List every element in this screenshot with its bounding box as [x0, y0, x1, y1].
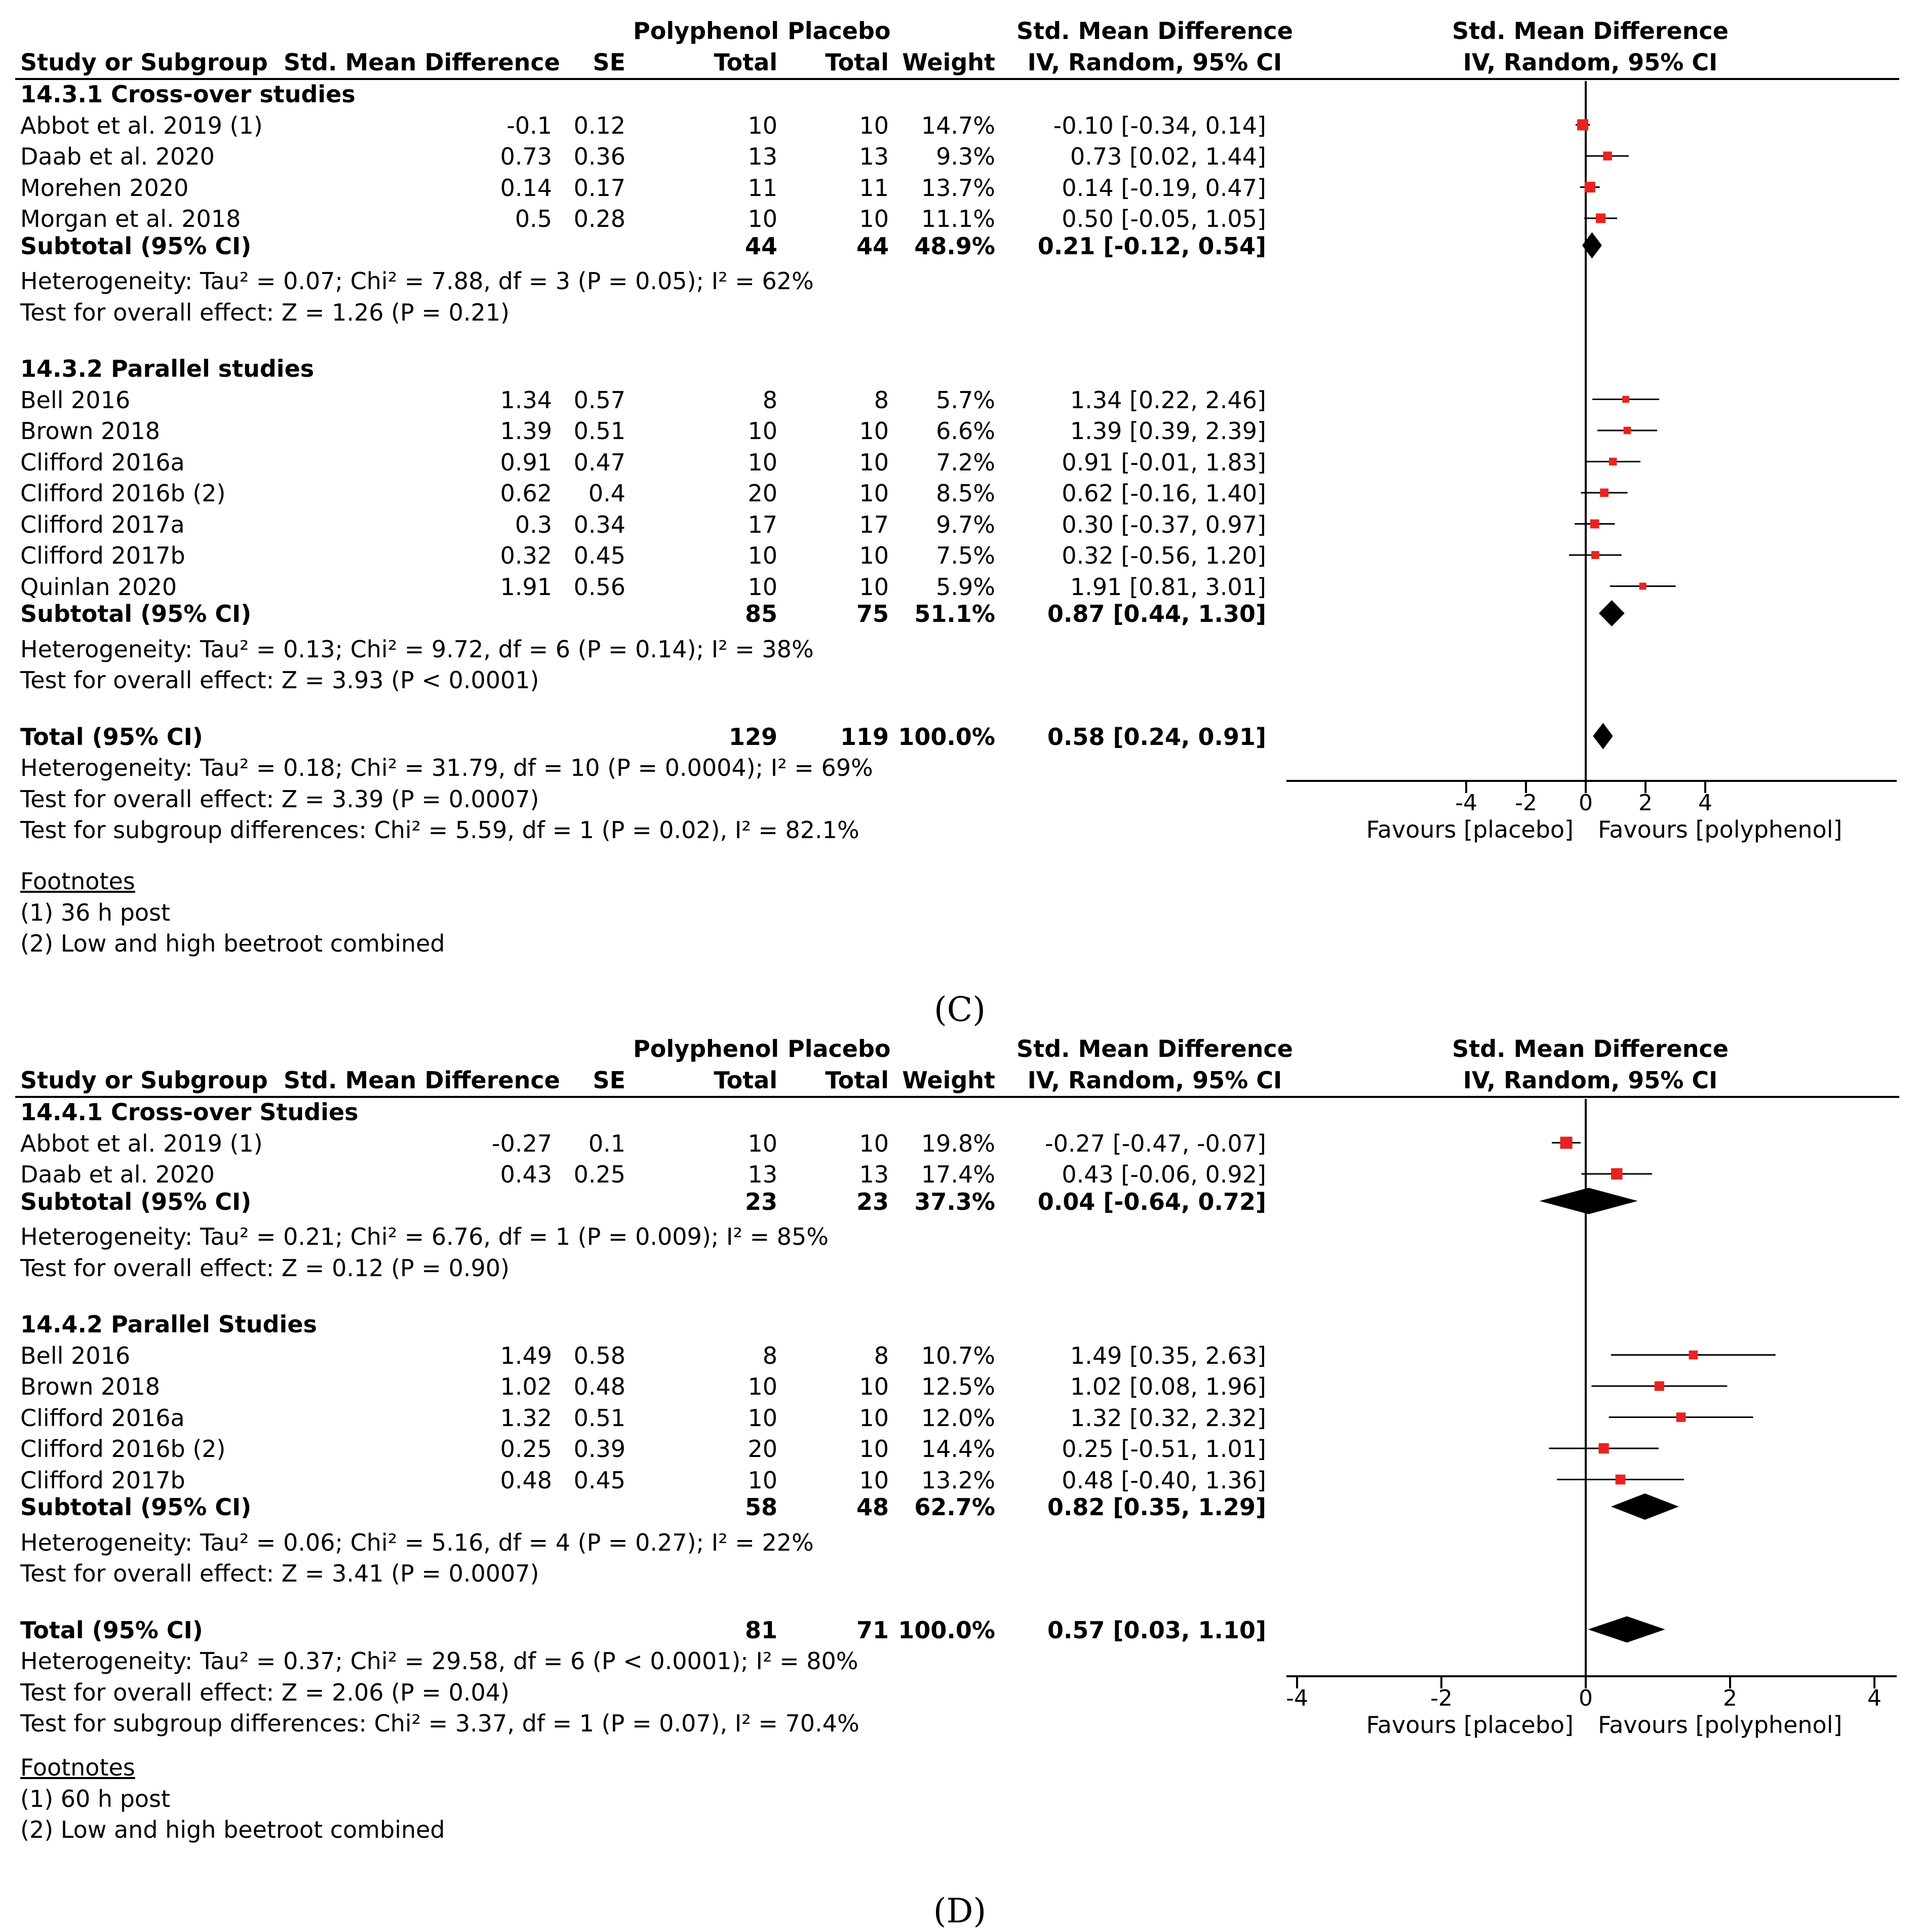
study-point	[1600, 489, 1609, 497]
pooled-diamond	[1588, 1616, 1665, 1643]
study-point	[1639, 583, 1647, 590]
subtotal-weight: 48.9%	[914, 232, 995, 260]
heterogeneity-text: Heterogeneity: Tau² = 0.13; Chi² = 9.72, df = 6 (P = 0.14); I² = 38%	[20, 635, 814, 663]
favours-left-label: Favours [placebo]	[1366, 816, 1574, 843]
study-weight: 13.7%	[921, 174, 995, 202]
study-weight: 14.7%	[921, 111, 995, 139]
subgroup-differences-text: Test for subgroup differences: Chi² = 5.59, df = 1 (P = 0.02), I² = 82.1%	[20, 816, 859, 844]
study-ci: 1.34 [0.22, 2.46]	[1070, 386, 1266, 414]
study-total-polyphenol: 8	[762, 386, 777, 414]
study-total-placebo: 13	[859, 143, 889, 170]
study-se: 0.4	[588, 480, 625, 507]
study-point	[1585, 182, 1595, 192]
study-total-placebo: 11	[859, 174, 889, 202]
header-ci-bottom: IV, Random, 95% CI	[1027, 49, 1282, 76]
pooled-diamond	[1611, 1493, 1679, 1520]
study-smd: 0.5	[515, 205, 552, 232]
study-se: 0.36	[573, 143, 625, 170]
subtotal-total-placebo: 75	[856, 600, 889, 627]
study-smd: 0.25	[500, 1435, 552, 1463]
study-point	[1577, 120, 1588, 131]
study-se: 0.51	[573, 417, 625, 445]
pooled-diamond	[1599, 600, 1625, 626]
favours-right-label: Favours [polyphenol]	[1598, 1711, 1843, 1739]
total-weight: 100.0%	[898, 723, 995, 751]
forest-plot-panel-d	[0, 1018, 1920, 1932]
study-total-placebo: 10	[859, 205, 889, 232]
study-total-placebo: 8	[874, 386, 889, 414]
study-ci: 1.32 [0.32, 2.32]	[1070, 1404, 1266, 1432]
study-ci: 0.73 [0.02, 1.44]	[1070, 143, 1266, 170]
total-overall-effect-text: Test for overall effect: Z = 2.06 (P = 0.04)	[20, 1678, 510, 1706]
study-total-polyphenol: 10	[748, 205, 777, 232]
header-plot-top: Std. Mean Difference	[1452, 1035, 1729, 1062]
study-se: 0.56	[573, 573, 625, 601]
header-ci-bottom: IV, Random, 95% CI	[1027, 1067, 1282, 1094]
subtotal-weight: 37.3%	[914, 1188, 995, 1215]
subgroup-title: 14.3.1 Cross-over studies	[20, 81, 356, 108]
x-tick-label: 0	[1579, 1685, 1593, 1711]
study-total-polyphenol: 10	[748, 111, 777, 139]
study-smd: 1.02	[500, 1373, 552, 1400]
subtotal-label: Subtotal (95% CI)	[20, 600, 252, 627]
study-se: 0.47	[573, 448, 625, 476]
overall-effect-text: Test for overall effect: Z = 1.26 (P = 0.21)	[20, 298, 510, 326]
subtotal-ci: 0.04 [-0.64, 0.72]	[1037, 1188, 1266, 1215]
study-point	[1624, 427, 1631, 435]
study-point	[1622, 396, 1629, 403]
header-se: SE	[593, 1067, 625, 1094]
study-smd: 0.3	[515, 510, 552, 538]
study-weight: 6.6%	[936, 417, 995, 445]
header-group2: Placebo	[788, 1035, 891, 1062]
subgroup-title: 14.3.2 Parallel studies	[20, 355, 315, 382]
subtotal-total-placebo: 44	[856, 232, 889, 260]
x-tick-label: 4	[1698, 790, 1712, 816]
study-smd: 0.62	[500, 480, 552, 507]
study-name: Quinlan 2020	[20, 573, 177, 601]
study-total-placebo: 10	[859, 448, 889, 476]
study-total-placebo: 13	[859, 1161, 889, 1188]
study-weight: 8.5%	[936, 480, 995, 507]
total-polyphenol: 129	[728, 723, 777, 751]
footnote-1: (1) 60 h post	[20, 1785, 171, 1812]
subtotal-ci: 0.87 [0.44, 1.30]	[1047, 600, 1266, 627]
study-smd: -0.27	[491, 1129, 552, 1157]
panel-label: (C)	[934, 990, 986, 1029]
study-name: Clifford 2016b (2)	[20, 1435, 226, 1463]
study-weight: 19.8%	[921, 1129, 995, 1157]
subtotal-weight: 51.1%	[914, 600, 995, 627]
study-total-placebo: 17	[859, 510, 889, 538]
study-name: Daab et al. 2020	[20, 1161, 215, 1188]
header-group1: Polyphenol	[633, 1035, 779, 1062]
study-weight: 5.7%	[936, 386, 995, 414]
study-point	[1560, 1137, 1573, 1149]
study-se: 0.17	[573, 174, 625, 202]
header-ci-top: Std. Mean Difference	[1016, 1035, 1293, 1062]
overall-effect-text: Test for overall effect: Z = 0.12 (P = 0.90)	[20, 1254, 510, 1282]
study-total-polyphenol: 10	[748, 1404, 777, 1432]
study-name: Clifford 2016a	[20, 1404, 185, 1432]
study-total-polyphenol: 20	[748, 1435, 777, 1463]
subtotal-total-polyphenol: 85	[745, 600, 777, 627]
study-name: Abbot et al. 2019 (1)	[20, 1129, 263, 1157]
x-tick-label: -2	[1430, 1685, 1453, 1711]
x-tick-label: -4	[1286, 1685, 1308, 1711]
study-se: 0.1	[588, 1129, 625, 1157]
study-smd: 0.91	[500, 448, 552, 476]
x-tick-label: 4	[1867, 1685, 1882, 1711]
study-weight: 17.4%	[921, 1161, 995, 1188]
footnote-1: (1) 36 h post	[20, 899, 171, 926]
header-group1: Polyphenol	[633, 17, 779, 45]
subgroup-title: 14.4.1 Cross-over Studies	[20, 1098, 359, 1126]
heterogeneity-text: Heterogeneity: Tau² = 0.07; Chi² = 7.88, df = 3 (P = 0.05); I² = 62%	[20, 267, 814, 295]
study-name: Clifford 2016a	[20, 448, 185, 476]
study-smd: 0.48	[500, 1466, 552, 1494]
study-total-polyphenol: 10	[748, 417, 777, 445]
x-tick-label: 2	[1723, 1685, 1737, 1711]
total-heterogeneity-text: Heterogeneity: Tau² = 0.37; Chi² = 29.58, df = 6 (P < 0.0001); I² = 80%	[20, 1647, 858, 1675]
study-ci: 1.02 [0.08, 1.96]	[1070, 1373, 1266, 1400]
study-total-placebo: 10	[859, 480, 889, 507]
study-smd: 0.73	[500, 143, 552, 170]
study-se: 0.45	[573, 1466, 625, 1494]
study-weight: 12.0%	[921, 1404, 995, 1432]
study-total-polyphenol: 10	[748, 573, 777, 601]
header-plot-bottom: IV, Random, 95% CI	[1463, 49, 1718, 76]
study-ci: -0.27 [-0.47, -0.07]	[1045, 1129, 1266, 1157]
subgroup-title: 14.4.2 Parallel Studies	[20, 1311, 317, 1338]
subtotal-total-placebo: 48	[856, 1493, 889, 1521]
header-plot-top: Std. Mean Difference	[1452, 17, 1729, 45]
study-se: 0.51	[573, 1404, 625, 1432]
header-total-1: Total	[714, 49, 777, 76]
study-total-polyphenol: 10	[748, 448, 777, 476]
study-total-placebo: 10	[859, 1435, 889, 1463]
x-tick-label: -4	[1455, 790, 1477, 816]
study-se: 0.25	[573, 1161, 625, 1188]
study-point	[1598, 1443, 1609, 1453]
study-ci: 0.48 [-0.40, 1.36]	[1062, 1466, 1266, 1494]
study-smd: 1.32	[500, 1404, 552, 1432]
subtotal-ci: 0.82 [0.35, 1.29]	[1047, 1493, 1266, 1521]
study-ci: 0.50 [-0.05, 1.05]	[1062, 205, 1266, 232]
study-se: 0.58	[573, 1342, 625, 1369]
study-smd: 1.91	[500, 573, 552, 601]
study-total-placebo: 10	[859, 542, 889, 569]
header-study: Study or Subgroup	[20, 49, 268, 76]
total-ci: 0.58 [0.24, 0.91]	[1047, 723, 1266, 751]
header-weight: Weight	[902, 49, 995, 76]
total-ci: 0.57 [0.03, 1.10]	[1047, 1616, 1266, 1644]
header-study: Study or Subgroup	[20, 1067, 268, 1094]
study-ci: 0.91 [-0.01, 1.83]	[1062, 448, 1266, 476]
overall-effect-text: Test for overall effect: Z = 3.93 (P < 0.0001)	[20, 666, 539, 694]
footnotes-title: Footnotes	[20, 1754, 135, 1781]
total-weight: 100.0%	[898, 1616, 995, 1644]
study-weight: 12.5%	[921, 1373, 995, 1400]
subtotal-label: Subtotal (95% CI)	[20, 1188, 252, 1215]
study-name: Brown 2018	[20, 417, 161, 445]
subtotal-total-placebo: 23	[856, 1188, 889, 1215]
favours-right-label: Favours [polyphenol]	[1598, 816, 1843, 843]
study-total-placebo: 10	[859, 417, 889, 445]
study-name: Clifford 2017a	[20, 510, 185, 538]
study-ci: 0.32 [-0.56, 1.20]	[1062, 542, 1266, 569]
panel-label: (D)	[933, 1891, 987, 1930]
header-ci-top: Std. Mean Difference	[1016, 17, 1293, 45]
total-placebo: 71	[856, 1616, 889, 1644]
study-total-placebo: 10	[859, 1404, 889, 1432]
study-weight: 9.3%	[936, 143, 995, 170]
study-weight: 13.2%	[921, 1466, 995, 1494]
study-total-polyphenol: 17	[748, 510, 777, 538]
header-smd: Std. Mean Difference	[284, 49, 560, 76]
study-total-placebo: 10	[859, 1129, 889, 1157]
study-total-placebo: 10	[859, 1373, 889, 1400]
study-ci: 0.30 [-0.37, 0.97]	[1062, 510, 1266, 538]
study-point	[1616, 1475, 1626, 1485]
total-placebo: 119	[840, 723, 889, 751]
study-total-polyphenol: 10	[748, 1466, 777, 1494]
study-total-placebo: 10	[859, 1466, 889, 1494]
study-name: Morgan et al. 2018	[20, 205, 241, 232]
study-ci: -0.10 [-0.34, 0.14]	[1053, 111, 1266, 139]
study-point	[1591, 551, 1599, 559]
study-point	[1603, 151, 1612, 160]
study-se: 0.48	[573, 1373, 625, 1400]
study-se: 0.34	[573, 510, 625, 538]
total-overall-effect-text: Test for overall effect: Z = 3.39 (P = 0.0007)	[20, 785, 539, 813]
study-name: Morehen 2020	[20, 174, 189, 202]
study-weight: 5.9%	[936, 573, 995, 601]
pooled-diamond	[1593, 723, 1613, 750]
study-name: Abbot et al. 2019 (1)	[20, 111, 263, 139]
heterogeneity-text: Heterogeneity: Tau² = 0.21; Chi² = 6.76, df = 1 (P = 0.009); I² = 85%	[20, 1223, 829, 1250]
header-total-1: Total	[714, 1067, 777, 1094]
subtotal-total-polyphenol: 44	[745, 232, 777, 260]
study-total-polyphenol: 13	[748, 1161, 777, 1188]
study-se: 0.12	[573, 111, 625, 139]
forest-plot-svg	[0, 1018, 1920, 1932]
subtotal-total-polyphenol: 23	[745, 1188, 777, 1215]
study-ci: 0.14 [-0.19, 0.47]	[1062, 174, 1266, 202]
subtotal-label: Subtotal (95% CI)	[20, 232, 252, 260]
header-total-2: Total	[825, 49, 889, 76]
study-se: 0.39	[573, 1435, 625, 1463]
x-tick-label: 2	[1638, 790, 1653, 816]
study-weight: 14.4%	[921, 1435, 995, 1463]
header-group2: Placebo	[788, 17, 891, 45]
study-point	[1590, 520, 1599, 529]
study-total-polyphenol: 10	[748, 1373, 777, 1400]
overall-effect-text: Test for overall effect: Z = 3.41 (P = 0.0007)	[20, 1560, 539, 1587]
study-ci: 0.25 [-0.51, 1.01]	[1062, 1435, 1266, 1463]
study-total-polyphenol: 20	[748, 480, 777, 507]
study-se: 0.28	[573, 205, 625, 232]
study-total-polyphenol: 10	[748, 542, 777, 569]
study-name: Clifford 2017b	[20, 1466, 185, 1494]
study-se: 0.57	[573, 386, 625, 414]
study-name: Bell 2016	[20, 1342, 131, 1369]
x-tick-label: -2	[1515, 790, 1537, 816]
study-weight: 9.7%	[936, 510, 995, 538]
study-weight: 7.2%	[936, 448, 995, 476]
study-weight: 11.1%	[921, 205, 995, 232]
heterogeneity-text: Heterogeneity: Tau² = 0.06; Chi² = 5.16, df = 4 (P = 0.27); I² = 22%	[20, 1528, 814, 1556]
study-smd: 0.14	[500, 174, 552, 202]
study-name: Clifford 2016b (2)	[20, 480, 226, 507]
study-point	[1676, 1412, 1686, 1422]
subtotal-total-polyphenol: 58	[745, 1493, 777, 1521]
study-smd: -0.1	[506, 111, 552, 139]
study-point	[1689, 1351, 1698, 1360]
study-name: Bell 2016	[20, 386, 131, 414]
subgroup-differences-text: Test for subgroup differences: Chi² = 3.37, df = 1 (P = 0.07), I² = 70.4%	[20, 1710, 859, 1737]
footnote-2: (2) Low and high beetroot combined	[20, 930, 445, 957]
study-smd: 1.49	[500, 1342, 552, 1369]
x-tick-label: 0	[1579, 790, 1593, 816]
study-name: Clifford 2017b	[20, 542, 185, 569]
study-total-polyphenol: 13	[748, 143, 777, 170]
study-point	[1611, 1168, 1622, 1179]
subtotal-ci: 0.21 [-0.12, 0.54]	[1037, 232, 1266, 260]
footnote-2: (2) Low and high beetroot combined	[20, 1816, 445, 1843]
study-point	[1596, 213, 1605, 223]
study-total-placebo: 8	[874, 1342, 889, 1369]
study-point	[1655, 1381, 1664, 1391]
total-heterogeneity-text: Heterogeneity: Tau² = 0.18; Chi² = 31.79, df = 10 (P = 0.0004); I² = 69%	[20, 754, 873, 781]
study-ci: 0.62 [-0.16, 1.40]	[1062, 480, 1266, 507]
subtotal-weight: 62.7%	[914, 1493, 995, 1521]
study-weight: 7.5%	[936, 542, 995, 569]
study-total-polyphenol: 8	[762, 1342, 777, 1369]
total-label: Total (95% CI)	[20, 723, 203, 751]
study-name: Daab et al. 2020	[20, 143, 215, 170]
study-ci: 0.43 [-0.06, 0.92]	[1062, 1161, 1266, 1188]
study-total-polyphenol: 11	[748, 174, 777, 202]
study-name: Brown 2018	[20, 1373, 161, 1400]
footnotes-title: Footnotes	[20, 868, 135, 895]
study-total-placebo: 10	[859, 573, 889, 601]
study-ci: 1.91 [0.81, 3.01]	[1070, 573, 1266, 601]
header-plot-bottom: IV, Random, 95% CI	[1463, 1067, 1718, 1094]
study-ci: 1.49 [0.35, 2.63]	[1070, 1342, 1266, 1369]
header-se: SE	[593, 49, 625, 76]
study-point	[1609, 458, 1617, 465]
study-total-placebo: 10	[859, 111, 889, 139]
study-smd: 1.34	[500, 386, 552, 414]
header-total-2: Total	[825, 1067, 889, 1094]
header-smd: Std. Mean Difference	[284, 1067, 560, 1094]
pooled-diamond	[1540, 1188, 1638, 1214]
total-polyphenol: 81	[745, 1616, 777, 1644]
favours-left-label: Favours [placebo]	[1366, 1711, 1574, 1739]
study-smd: 0.32	[500, 542, 552, 569]
study-weight: 10.7%	[921, 1342, 995, 1369]
study-se: 0.45	[573, 542, 625, 569]
total-label: Total (95% CI)	[20, 1616, 203, 1644]
study-ci: 1.39 [0.39, 2.39]	[1070, 417, 1266, 445]
study-total-polyphenol: 10	[748, 1129, 777, 1157]
header-weight: Weight	[902, 1067, 995, 1094]
study-smd: 1.39	[500, 417, 552, 445]
study-smd: 0.43	[500, 1161, 552, 1188]
subtotal-label: Subtotal (95% CI)	[20, 1493, 252, 1521]
